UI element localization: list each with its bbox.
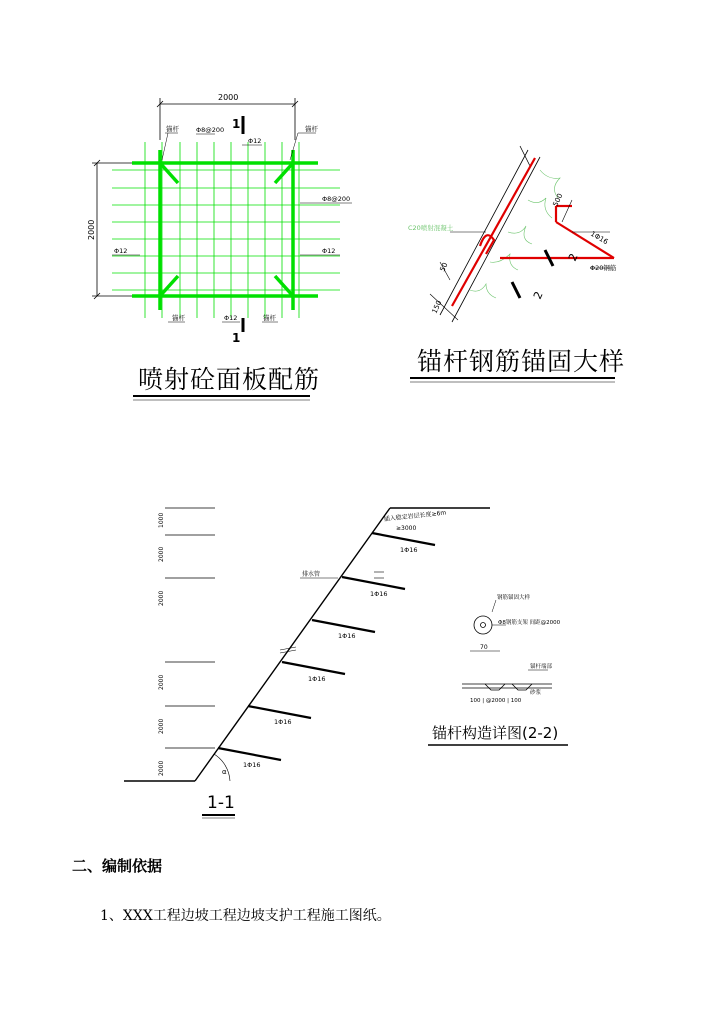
top-dim: ≥3000 [396,525,417,532]
dimension-top [157,98,298,140]
drawing1-title: 喷射砼面板配筋 [138,365,321,394]
detail-centering-label: 钢筋锚固大样 [497,595,531,601]
anchor-label-5: 1Φ16 [274,718,292,726]
drawing-anchor-detail [408,146,625,382]
mesh-grid [112,142,340,318]
label-rebar: 1Φ16 [589,229,610,247]
drawing-panel-reinforcement [87,93,352,400]
spacing-label-1: 1000 [158,512,165,528]
label-bar-top: Φ12 [248,137,262,145]
drawing2-title: 锚杆钢筋锚固大样 [417,347,626,376]
basis-item-1: 1、XXX工程边坡工程边坡支护工程施工图纸。 [100,908,391,924]
anchor-label-6: 1Φ16 [243,761,261,769]
label-bar-bottom: Φ12 [224,314,238,322]
anchor-bars [218,533,435,760]
label-hook: Φ20钢筋 [590,264,617,272]
spacing-label-3: 2000 [158,590,165,606]
detail-circle [474,616,492,634]
main-bars [132,150,318,310]
detail-pitch-label: 100 | @2000 | 100 [470,698,522,704]
spacing-label-2: 2000 [158,546,165,562]
section-mark-bottom: 1 [232,331,241,345]
anchor-label-1: 1Φ16 [400,546,418,554]
dim-width-label: 2000 [218,93,239,102]
section-title: 1-1 [207,793,235,813]
slope-angle-label: α [222,768,227,776]
detail-2-2 [428,593,568,745]
label-anchor-br: 锚杆 [263,314,276,322]
label-anchor-tr: 锚杆 [305,125,318,133]
cut-mark-label-2: 2 [530,289,546,302]
anchor-label-3: 1Φ16 [338,632,356,640]
section-heading: 二、编制依据 [72,857,163,875]
spacing-label-6: 2000 [158,760,165,776]
anchor-label-2: 1Φ16 [370,590,388,598]
slope-surface [440,146,540,322]
detail-title: 锚杆构造详图(2-2) [432,724,559,742]
cut-mark-label-1: 2 [565,251,581,264]
drain-label: 排水管 [302,571,321,578]
anchor-label-4: 1Φ16 [308,675,326,683]
spacing-label-4: 2000 [158,674,165,690]
drawing-section-1-1 [124,508,568,818]
label-anchor-tl: 锚杆 [166,125,179,133]
dim-height-label: 2000 [87,219,96,240]
label-anchor-bl: 锚杆 [172,314,185,322]
label-bar-right: Φ12 [322,247,336,255]
cut-mark-bar-2 [512,282,520,298]
detail-bar-label: Φ8钢筋支架 间距@2000 [498,620,561,626]
label-mesh-top: Φ8@200 [196,126,225,134]
detail-dim-70: 70 [480,644,488,651]
dimension-left [92,160,132,299]
spacing-label-5: 2000 [158,718,165,734]
label-concrete: C20喷射混凝土 [408,224,454,232]
section-mark-top: 1 [232,117,241,131]
label-dim-150: 150 [430,299,444,315]
label-dim-500: 500 [551,192,565,208]
detail-grout-label: 砂浆 [530,690,542,696]
label-dim-50: 50 [438,261,450,273]
label-mesh-right: Φ8@200 [322,195,351,203]
label-bar-left: Φ12 [114,247,128,255]
detail-circle-core [481,623,486,628]
top-note: 插入稳定岩层长度≥6m [383,509,447,523]
detail-end-label: 锚杆端部 [530,664,553,670]
spacing-ticks [165,508,215,748]
detail-leader-1 [492,600,496,612]
